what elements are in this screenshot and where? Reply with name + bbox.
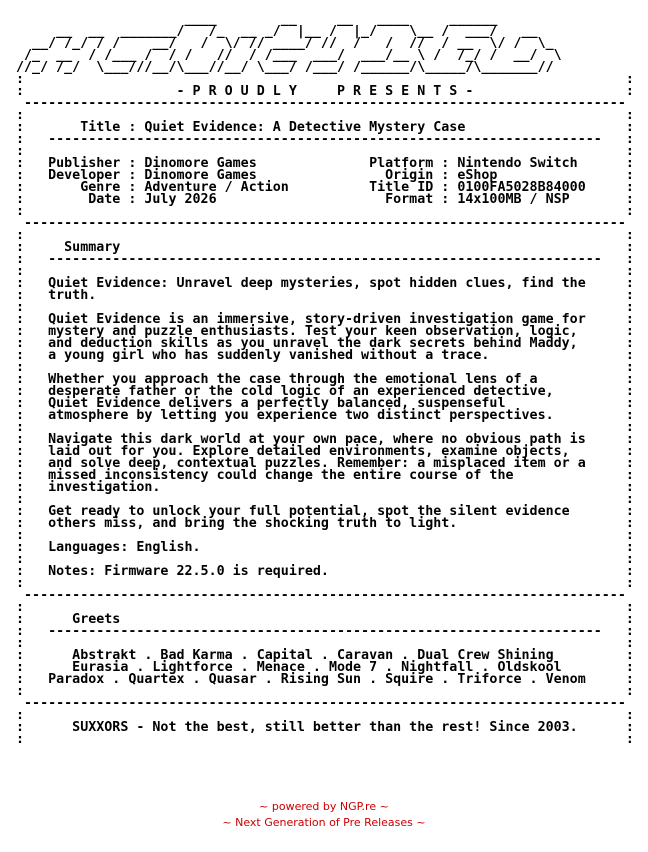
powered-by-footer: ~ powered by NGP.re ~	[259, 800, 389, 813]
nfo-text: ____ __ __ ____ ______ __ __ _______/ /_ __ _/ |__ / |_/ \__ / ___/ __ __/ /_/ / / __/ / \/ // ____/ // / / // / __ \/ / \_ /_ __ / /___ / / / // / /___ ___/ ___/__ \ / /_/ / __/ \ //_/ /_/ \___///__/\___//__/ \___/ /___/ /______/\_____/\_______// : : : - P R O U D L Y P R E S E N T S - : --------------------------------------------------------------------------- : : : Title : Quiet Evidence: A Detective Mystery Case : : --------------------------------------------------------------------- : : : : Publisher : Dinomore Games Platform : Nintendo Switch : : Developer : Dinomore Games Origin : eShop : : Genre : Adventure / Action Title ID : 0100FA5028B84000 : : Date : July 2026 Format : 14x100MB / NSP : : : --------------------------------------------------------------------------- : : : Summary : : --------------------------------------------------------------------- : : : : Quiet Evidence: Unravel deep mysteries, spot hidden clues, find the : : truth. : : : : Quiet Evidence is an immersive, story-driven investigation game for : : mystery and puzzle enthusiasts. Test your keen observation, logic, : : and deduction skills as you unravel the dark secrets behind Maddy, : : a young girl who has suddenly vanished without a trace. : : : : Whether you approach the case through the emotional lens of a : : desperate father or the cold logic of an experienced detective, : : Quiet Evidence delivers a perfectly balanced, suspenseful : : atmosphere by letting you experience two distinct perspectives. : : : : Navigate this dark world at your own pace, where no obvious path is : : laid out for you. Explore detailed environments, examine objects, : : and solve deep, contextual puzzles. Remember: a misplaced item or a : : missed inconsistency could change the entire course of the : : investigation. : : : : Get ready to unlock your full potential, spot the silent evidence : : others miss, and bring the shocking truth to light. : : : : Languages: English. : : : : Notes: Firmware 22.5.0 is required. : : : --------------------------------------------------------------------------- : : : Greets : : --------------------------------------------------------------------- : : : : Abstrakt . Bad Karma . Capital . Caravan . Dual Crew Shining : : Eurasia . Lightforce . Menace . Mode 7 . Nightfall . Oldskool : : Paradox . Quartex . Quasar . Rising Sun . Squire . Triforce . Venom : : : --------------------------------------------------------------------------- : : : SUXXORS - Not the best, still better than the rest! Since 2003. : : :	[16, 12, 634, 747]
tagline-footer: ~ Next Generation of Pre Releases ~	[222, 816, 426, 829]
